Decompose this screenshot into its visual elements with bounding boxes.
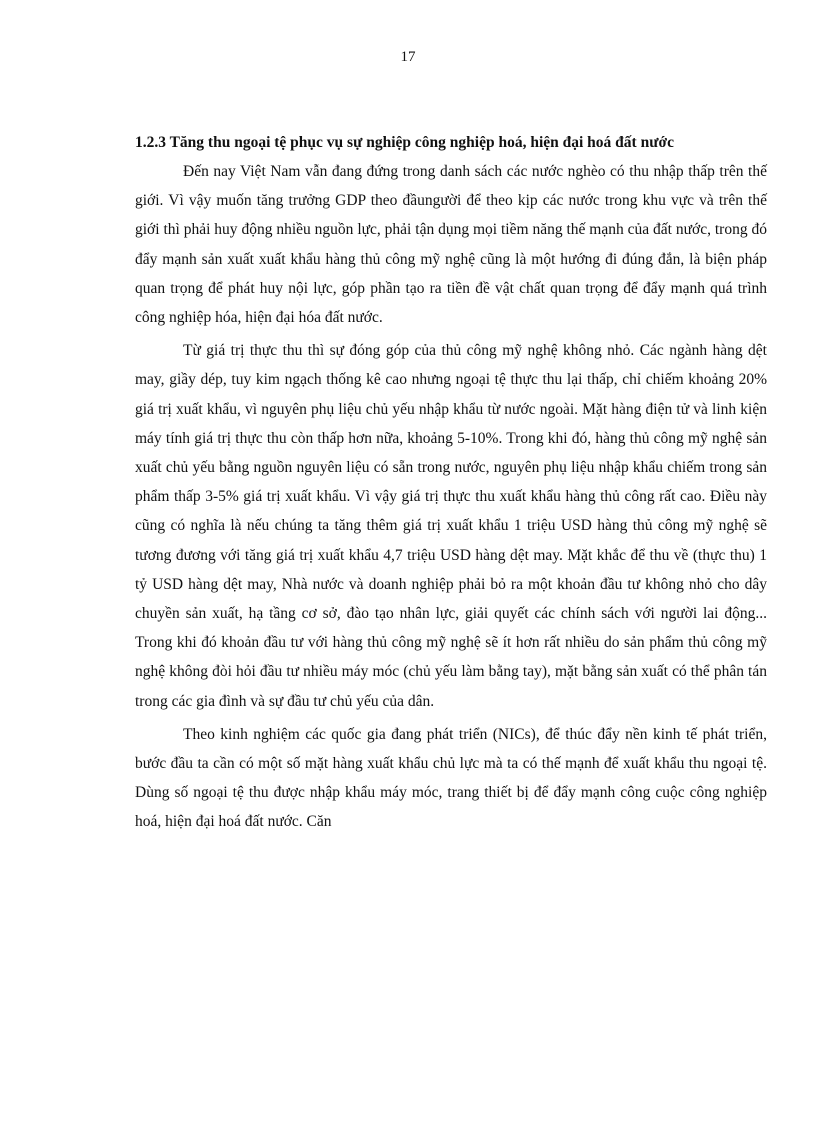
section-heading: 1.2.3 Tăng thu ngoại tệ phục vụ sự nghiệp công nghiệp hoá, hiện đại hoá đất nước — [135, 134, 674, 151]
paragraph-1: Đến nay Việt Nam vẫn đang đứng trong danh sách các nước nghèo có thu nhập thấp trên thế giới. Vì vậy muốn tăng trưởng GDP theo đầungười để theo kịp các nước trong khu vực và trên thế giới thì phải huy động nhiều nguồn lực, phải tận dụng mọi tiềm năng thế mạnh của đất nước, trong đó đẩy mạnh sản xuất xuất khẩu hàng thủ công mỹ nghệ cũng là một hướng đi đúng đắn, là biện pháp quan trọng để phát huy nội lực, góp phần tạo ra tiền đề vật chất quan trọng để đẩy mạnh quá trình công nghiệp hóa, hiện đại hóa đất nước. — [135, 163, 767, 327]
paragraph-2: Từ giá trị thực thu thì sự đóng góp của thủ công mỹ nghệ không nhỏ. Các ngành hàng dệt may, giầy dép, tuy kim ngạch thống kê cao nhưng ngoại tệ thực thu lại thấp, chỉ chiếm khoảng 20% giá trị xuất khẩu, vì nguyên phụ liệu chủ yếu nhập khẩu từ nước ngoài. Mặt hàng điện tử và linh kiện máy tính giá trị thực thu còn thấp hơn nữa, khoảng 5-10%. Trong khi đó, hàng thủ công mỹ nghệ sản xuất chủ yếu bằng nguồn nguyên liệu có sẵn trong nước, nguyên phụ liệu nhập khẩu chiếm trong sản phẩm thấp 3-5% giá trị xuất khẩu. Vì vậy giá trị thực thu xuất khẩu hàng thủ công rất cao. Điều này cũng có nghĩa là nếu chúng ta tăng thêm giá trị xuất khẩu 1 triệu USD hàng thủ công mỹ nghệ sẽ tương đương với tăng giá trị xuất khẩu 4,7 triệu USD hàng dệt may. Mặt khắc để thu về (thực thu) 1 tỷ USD hàng dệt may, Nhà nước và doanh nghiệp phải bỏ ra một khoản đầu tư không nhỏ cho dây chuyền sản xuất, hạ tầng cơ sở, đào tạo nhân lực, giải quyết các chính sách với người lai động... Trong khi đó khoản đầu tư với hàng thủ công mỹ nghệ sẽ ít hơn rất nhiều do sản phẩm thủ công mỹ nghệ không đòi hỏi đầu tư nhiều máy móc (chủ yếu làm bằng tay), mặt bằng sản xuất có thể phân tán trong các gia đình và sự đầu tư chủ yếu của dân. — [135, 342, 767, 710]
document-body — [135, 128, 767, 837]
page-number: 17 — [400, 49, 416, 65]
paragraph-3: Theo kinh nghiệm các quốc gia đang phát triển (NICs), để thúc đẩy nền kinh tế phát triển, bước đầu ta cần có một số mặt hàng xuất khẩu chủ lực mà ta có thế mạnh để xuất khẩu thu ngoại tệ. Dùng số ngoại tệ thu được nhập khẩu máy móc, trang thiết bị để đẩy mạnh công cuộc công nghiệp hoá, hiện đại hoá đất nước. Căn — [135, 725, 767, 831]
